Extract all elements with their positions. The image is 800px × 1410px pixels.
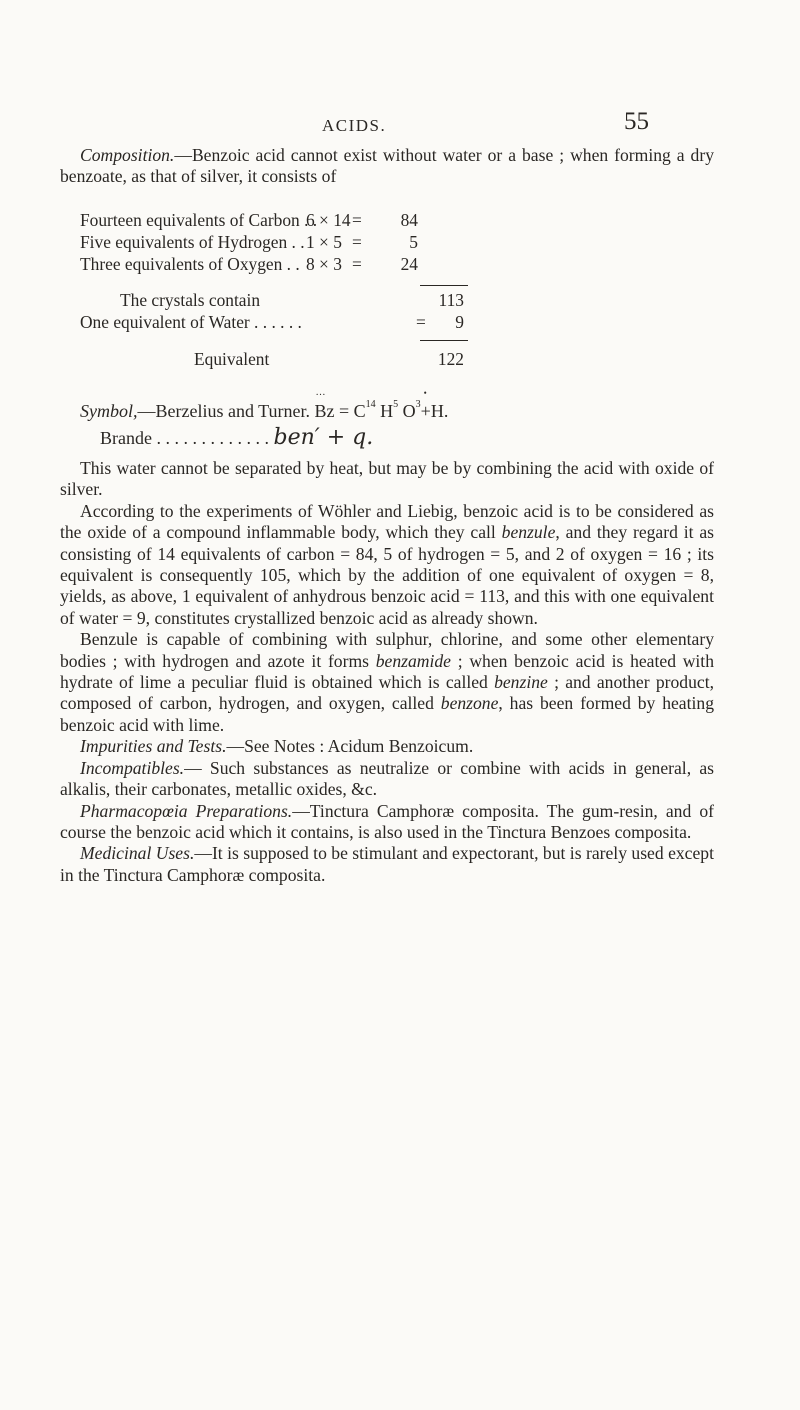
- main-text: [60, 458, 714, 886]
- term-benzamide: benzamide: [375, 650, 451, 671]
- row-description: Three equivalents of Oxygen . .: [80, 254, 300, 274]
- symbol-oxygen-count: 3: [415, 399, 421, 410]
- row-equals: =: [352, 232, 362, 252]
- symbol-carbon: C: [353, 401, 366, 421]
- composition-label: Composition.: [80, 145, 175, 165]
- impurities-text: —See Notes : Acidum Benzoicum.: [226, 736, 474, 757]
- term-benzule: benzule: [501, 522, 556, 543]
- brande-label: Brande . . . . . . . . . . . . .: [100, 428, 269, 448]
- p3-text-c: ; and another product, composed of carbon, hydrogen, and oxygen, called: [60, 672, 714, 714]
- symbol-carbon-count: 14: [365, 399, 376, 410]
- total-rule: [420, 340, 468, 341]
- p2-text-b: , and they regard it as consisting of 14 equivalents of carbon = 84, 5 of hydrogen = 5, and 2 of oxygen = 16 ; its equivalent is consequently 105, which by the addition of one equivalent of oxygen = 8, yields, as above, 1 equivalent of anhydrous benzoic acid = 113, and this with one equivalent of water = 9, constitutes crystallized benzoic acid as already shown.: [60, 522, 714, 628]
- brande-line: [100, 425, 373, 450]
- symbol-authors: —Berzelius and Turner.: [137, 401, 310, 421]
- composition-table: [80, 210, 480, 380]
- row-result: 5: [409, 232, 418, 252]
- brande-formula: ben′ + q.: [273, 425, 374, 450]
- equivalent-value: 122: [437, 349, 464, 369]
- p3-text-a: Benzule is capable of combining with sulphur, chlorine, and some other elementary bodies ; with hydrogen and azote it forms: [60, 629, 714, 671]
- symbol-oxygen: O: [402, 401, 416, 421]
- row-equals: =: [352, 254, 362, 274]
- sum-rule: [420, 285, 468, 286]
- equivalent-label: Equivalent: [194, 349, 270, 369]
- paragraph-impurities: [60, 736, 714, 757]
- row-multiplication: 1 × 5: [306, 232, 342, 252]
- row-multiplication: 6 × 14: [306, 210, 351, 230]
- p3-text-d: , has been formed by heating benzoic acid with lime.: [60, 693, 714, 735]
- symbol-plus-water: • +H.: [421, 401, 449, 421]
- row-equals: =: [352, 210, 362, 230]
- paragraph-pharmacopoeia: [60, 801, 714, 844]
- p3-text-b: ; when benzoic acid is heated with hydrate of lime a peculiar fluid is obtained which is called: [60, 650, 714, 693]
- water-label: One equivalent of Water . . . . . .: [80, 312, 302, 332]
- row-description: Fourteen equivalents of Carbon . .: [80, 210, 318, 230]
- row-multiplication: 8 × 3: [306, 254, 342, 274]
- incompatibles-text: — Such substances as neutralize or combine with acids in general, as alkalis, their carbonates, metallic oxides, &c.: [60, 757, 714, 800]
- pharmacopoeia-label: Pharmacopœia Preparations.: [80, 800, 293, 821]
- symbol-equals: =: [339, 401, 350, 421]
- symbol-label: Symbol,: [80, 401, 138, 421]
- composition-intro-text: —Benzoic acid cannot exist without water or a base ; when forming a dry benzoate, as that of silver, it consists of: [60, 145, 714, 187]
- row-result: 24: [400, 254, 418, 274]
- medicinal-label: Medicinal Uses.: [80, 843, 195, 864]
- row-description: Five equivalents of Hydrogen . .: [80, 232, 305, 252]
- running-title: ACIDS.: [322, 116, 387, 135]
- p2-text-a: According to the experiments of Wöhler and Liebig, benzoic acid is to be considered as the oxide of a compound inflammable body, which they call: [60, 500, 714, 543]
- water-value: 9: [455, 312, 464, 332]
- crystals-value: 113: [438, 290, 464, 310]
- symbol-bz: … Bz: [315, 401, 335, 421]
- row-result: 84: [400, 210, 418, 230]
- page-number: 55: [624, 108, 649, 135]
- term-benzone: benzone: [440, 693, 499, 714]
- symbol-hydrogen-count: 5: [393, 399, 399, 410]
- impurities-label: Impurities and Tests.: [80, 736, 227, 757]
- paragraph-medicinal: [60, 843, 714, 886]
- paragraph-incompatibles: [60, 758, 714, 801]
- symbol-line: [80, 401, 448, 422]
- paragraph-water: This water cannot be separated by heat, but may be by combining the acid with oxide of silver.: [60, 458, 714, 500]
- composition-intro: [60, 145, 714, 188]
- crystals-label: The crystals contain: [120, 290, 261, 310]
- paragraph-compounds: [60, 629, 714, 736]
- medicinal-text: —It is supposed to be stimulant and expectorant, but is rarely used except in the Tinctura Camphoræ composita.: [60, 843, 714, 885]
- water-equals: =: [416, 312, 426, 332]
- page-header: [0, 108, 800, 138]
- paragraph-benzule: [60, 501, 714, 629]
- symbol-hydrogen: H: [380, 401, 394, 421]
- incompatibles-label: Incompatibles.: [80, 757, 185, 778]
- term-benzine: benzine: [494, 672, 548, 693]
- pharmacopoeia-text: —Tinctura Camphoræ composita. The gum-resin, and of course the benzoic acid which it contains, is also used in the Tinctura Benzoes composita.: [60, 800, 715, 842]
